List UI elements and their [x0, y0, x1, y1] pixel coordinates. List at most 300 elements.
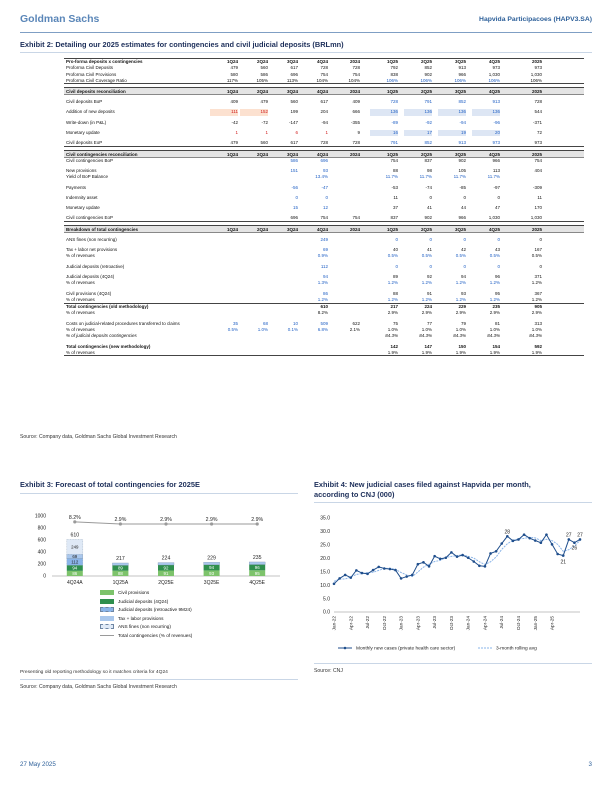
table-cell: 754 [320, 71, 328, 77]
table-cell: 2Q25 [420, 59, 432, 64]
total-pct-label: 2.9% [205, 517, 218, 523]
table-cell: 4Q24 [316, 59, 328, 64]
table-cell: -371 [532, 119, 542, 125]
table-cell: 838 [390, 71, 398, 77]
row-label: Addition of new deposits [66, 109, 115, 115]
table-cell: 913 [492, 99, 500, 105]
bar-value-label: 89 [117, 565, 123, 571]
x-tick-label: Oct-22 [381, 616, 387, 631]
monthly-cases-point [405, 575, 408, 578]
table-cell: 2Q24 [256, 59, 268, 64]
table-cell: 1Q24 [226, 89, 238, 95]
table-cell: 902 [458, 157, 466, 163]
table-cell: 20 [472, 130, 500, 136]
legend-item [100, 607, 192, 612]
monthly-cases-point [400, 577, 403, 580]
table-section [64, 150, 584, 222]
y-tick-label: 5.0 [323, 596, 330, 603]
bar-value-label: 88 [117, 570, 123, 576]
table-section [64, 58, 584, 84]
monthly-cases-point [545, 533, 548, 536]
table-cell: 837 [424, 157, 432, 163]
y-tick-label: 30.0 [320, 529, 330, 536]
table-cell: 4Q25 [488, 226, 500, 232]
table-cell: 9 [357, 130, 360, 136]
exhibit4-title-line1: Exhibit 4: New judicial cases filed against Hapvida per month, [314, 480, 531, 489]
table-cell: 170 [534, 205, 542, 211]
table-cell: -47 [321, 184, 328, 190]
table-cell: 89 [392, 273, 398, 279]
table-cell: 1Q25 [386, 59, 398, 64]
table-cell: 0.5% [489, 253, 500, 259]
table-row [64, 297, 584, 303]
row-label: Total contingencies (new methodology) [66, 343, 151, 349]
monthly-cases-point [528, 537, 531, 540]
table-cell: 44 [460, 205, 466, 211]
footer-date: 27 May 2025 [20, 761, 56, 768]
table-cell: 75 [392, 320, 398, 326]
monthly-cases-point [512, 540, 515, 543]
y-tick-label: 25.0 [320, 542, 330, 549]
table-cell: 43 [494, 247, 500, 253]
monthly-cases-point [377, 566, 380, 569]
table-cell: 1.2% [317, 296, 328, 302]
table-cell: 3Q25 [454, 226, 466, 232]
table-cell: 1Q24 [226, 226, 238, 232]
y-tick-label: 400 [37, 549, 46, 556]
table-cell: 235 [492, 304, 500, 310]
table-row [64, 151, 584, 158]
table-cell: 0 [497, 263, 500, 269]
table-cell: 1.2% [531, 280, 542, 286]
table-cell: 37 [392, 205, 398, 211]
table-cell: -94 [321, 119, 328, 125]
row-label: Monetary update [66, 205, 100, 211]
total-pct-label: 2.9% [114, 517, 127, 523]
legend-label-monthly: Monthly new cases (private health care sector) [356, 646, 456, 652]
bar-segment [112, 563, 128, 565]
table-cell: 84.3% [487, 333, 500, 339]
table-cell: 791 [424, 99, 432, 105]
table-cell: 1,030 [488, 71, 500, 77]
table-cell: 17 [404, 130, 432, 136]
table-cell: 1.9% [387, 349, 398, 355]
y-tick-label: 0.0 [323, 609, 330, 616]
y-tick-label: 35.0 [320, 515, 330, 522]
monthly-cases-point [445, 556, 448, 559]
table-cell: 104% [316, 77, 328, 83]
table-cell: 0 [325, 194, 328, 200]
table-cell: 2025 [531, 89, 542, 95]
table-cell: 47 [494, 205, 500, 211]
table-cell: 852 [458, 99, 466, 105]
monthly-cases-point [461, 554, 464, 557]
table-cell: 560 [260, 140, 268, 146]
table-cell: 728 [352, 65, 360, 71]
table-cell: 479 [230, 140, 238, 146]
table-cell: 1.9% [455, 349, 466, 355]
monthly-cases-point [411, 574, 414, 577]
table-cell: 1.2% [531, 296, 542, 302]
table-cell: 106% [454, 77, 466, 83]
bar-value-label: 93 [209, 570, 215, 576]
exhibit4-source: Source: CNJ [314, 668, 343, 674]
x-tick-label: Jan-23 [398, 616, 404, 631]
bar-value-label: 249 [71, 544, 79, 550]
table-cell: 2.1% [349, 327, 360, 333]
table-cell: 0 [429, 236, 432, 242]
table-cell: 973 [534, 140, 542, 146]
row-label: Total contingencies (old methodology) [66, 304, 149, 310]
row-label: Payments [66, 184, 87, 190]
table-cell: 1 [325, 130, 328, 136]
table-cell: 913 [458, 140, 466, 146]
table-cell: 367 [534, 290, 542, 296]
table-cell: 11.7% [419, 174, 432, 180]
row-label: % of revenues [66, 349, 95, 355]
monthly-cases-point [540, 541, 543, 544]
row-label: New provisions [66, 167, 97, 173]
total-pct-label: 2.9% [160, 517, 172, 523]
table-cell: 0 [429, 194, 432, 200]
table-cell: 12 [322, 205, 328, 211]
row-label: % of revenues [66, 310, 95, 316]
table-cell: -53 [391, 184, 398, 190]
row-label: % of revenues [66, 253, 95, 259]
row-label: Civil deposits reconciliation [66, 89, 126, 95]
table-cell: -74 [425, 184, 432, 190]
monthly-cases-point [551, 543, 554, 546]
table-cell: 973 [534, 65, 542, 71]
table-cell: 117% [226, 77, 238, 83]
table-cell: 15 [292, 205, 298, 211]
bar-segment [204, 562, 220, 565]
table-cell: 19 [438, 130, 466, 136]
brand-name: Goldman Sachs [20, 13, 100, 25]
table-cell: 1.9% [489, 349, 500, 355]
table-cell: 0 [463, 236, 466, 242]
table-cell: 2.9% [421, 310, 432, 316]
monthly-cases-point [489, 552, 492, 555]
table-cell: 11.7% [385, 174, 398, 180]
monthly-cases-point [495, 550, 498, 553]
table-cell: 41 [426, 205, 432, 211]
monthly-cases-point [383, 567, 386, 570]
monthly-cases-point [500, 542, 503, 545]
row-label: Civil deposits EoP [66, 140, 103, 146]
total-pct-label: 8.2% [68, 514, 81, 521]
table-cell: 136 [438, 109, 466, 115]
table-cell: 973 [492, 140, 500, 146]
table-cell: 1Q25 [386, 226, 398, 232]
table-cell: 84.3% [453, 333, 466, 339]
table-cell: 0 [497, 194, 500, 200]
table-cell: 1.2% [489, 296, 500, 302]
row-label: Write-down (in P&L) [66, 119, 107, 125]
table-cell: 40 [392, 247, 398, 253]
table-cell: 479 [230, 65, 238, 71]
legend-label: Judicial deposits (4Q24) [118, 598, 169, 604]
table-cell: 696 [290, 71, 298, 77]
legend-item [100, 616, 163, 621]
table-cell: 973 [492, 65, 500, 71]
table-cell: 0 [539, 263, 542, 269]
x-tick-label: Jan-24 [465, 616, 471, 631]
table-cell: 1.2% [421, 280, 432, 286]
table-cell: 560 [290, 99, 298, 105]
total-pct-label: 2.9% [251, 517, 264, 523]
table-cell: 86 [322, 290, 328, 296]
table-cell: 509 [320, 320, 328, 326]
monthly-cases-point [366, 573, 369, 576]
legend-label-rolling: 3-month rolling avg [496, 646, 537, 652]
monthly-cases-point [506, 535, 509, 538]
table-cell: 0 [497, 236, 500, 242]
monthly-cases-point [417, 563, 420, 566]
table-cell: 41 [426, 247, 432, 253]
y-tick-label: 20.0 [320, 555, 330, 562]
table-cell: -96 [493, 119, 500, 125]
exhibit3-title: Exhibit 3: Forecast of total contingencies for 2025E [20, 480, 200, 489]
table-cell: 81 [494, 320, 500, 326]
data-label: 27 [577, 532, 583, 539]
table-cell: 1.2% [387, 296, 398, 302]
table-cell: 4Q24 [316, 89, 328, 95]
exhibit3-source: Source: Company data, Goldman Sachs Global Investment Research [20, 684, 177, 690]
table-cell: 84.3% [419, 333, 432, 339]
monthly-cases-point [484, 565, 487, 568]
table-cell: 586 [260, 71, 268, 77]
table-cell: 1.2% [455, 280, 466, 286]
table-cell: 111 [210, 109, 238, 115]
table-cell: 728 [320, 65, 328, 71]
row-label: % of revenues [66, 327, 95, 333]
table-cell: 84.3% [385, 333, 398, 339]
table-cell: -97 [493, 184, 500, 190]
table-cell: 1.0% [257, 327, 268, 333]
table-cell: 409 [230, 99, 238, 105]
monthly-cases-point [573, 541, 576, 544]
bar-total-label: 235 [252, 554, 262, 561]
table-cell: 199 [290, 109, 298, 115]
monthly-cases-point [534, 539, 537, 542]
table-cell: 754 [352, 215, 360, 221]
row-label: Civil deposits BoP [66, 99, 103, 105]
monthly-cases-line [334, 535, 580, 584]
table-section [64, 225, 584, 356]
y-tick-label: 200 [37, 561, 46, 568]
table-cell: 3Q24 [286, 59, 298, 64]
table-cell: 1 [235, 130, 238, 136]
table-cell: 91 [426, 290, 432, 296]
table-cell: 580 [230, 71, 238, 77]
footer-page: 3 [588, 761, 592, 768]
row-label: Civil contingencies reconciliation [66, 151, 138, 157]
legend-label: Tax + labor provisions [118, 615, 164, 621]
table-cell: 93 [460, 290, 466, 296]
table-cell: -42 [231, 119, 238, 125]
table-cell: 113% [286, 77, 298, 83]
table-cell: 728 [390, 99, 398, 105]
table-cell: 204 [320, 109, 328, 115]
table-cell: 728 [534, 99, 542, 105]
table-cell: 72 [536, 130, 542, 136]
table-cell: 6.8% [317, 327, 328, 333]
table-cell: 1Q25 [386, 151, 398, 157]
table-cell: 728 [320, 140, 328, 146]
table-cell: 2024 [349, 59, 360, 64]
monthly-cases-point [478, 565, 481, 568]
table-cell: 104% [348, 77, 360, 83]
table-cell: 0.5% [387, 253, 398, 259]
monthly-cases-point [523, 533, 526, 536]
table-cell: 371 [534, 273, 542, 279]
table-cell: 1Q24 [226, 151, 238, 157]
legend-item [100, 599, 168, 604]
table-cell: 136 [404, 109, 432, 115]
table-row [64, 350, 584, 356]
table-cell: 152 [240, 109, 268, 115]
table-cell: -94 [459, 119, 466, 125]
table-cell: 3Q24 [286, 226, 298, 232]
table-cell: 42 [460, 247, 466, 253]
table-cell: 0 [463, 263, 466, 269]
row-label: % of judicial deposits contingencies [66, 333, 137, 339]
bar-value-label: 92 [163, 565, 169, 571]
table-cell: 1.0% [387, 327, 398, 333]
table-cell: 106% [530, 77, 542, 83]
row-label: ANS fines (non recurring) [66, 236, 117, 242]
table-cell: 586 [290, 157, 298, 163]
x-tick-label: Oct-24 [516, 616, 521, 631]
table-cell: 13.4% [315, 174, 328, 180]
monthly-cases-point [472, 560, 475, 563]
x-tick-label: Oct-23 [448, 616, 454, 631]
legend-label: ANS fines (non recurring) [118, 624, 171, 629]
table-cell: -56 [291, 184, 298, 190]
table-row [64, 88, 584, 95]
y-tick-label: 15.0 [320, 569, 330, 576]
x-tick-label: Jan-22 [331, 616, 337, 631]
table-cell: 1,030 [530, 71, 542, 77]
table-cell: 837 [390, 215, 398, 221]
table-cell: 6 [295, 130, 298, 136]
table-cell: 4Q25 [488, 151, 500, 157]
table-cell: 105% [256, 77, 268, 83]
exhibit3-legend [100, 590, 300, 660]
monthly-cases-point [556, 553, 559, 556]
monthly-cases-point [517, 538, 520, 541]
table-cell: 0.5% [227, 327, 238, 333]
table-cell: 1.3% [317, 280, 328, 286]
table-cell: 852 [424, 140, 432, 146]
table-cell: 1.0% [531, 327, 542, 333]
table-cell: 3Q25 [454, 151, 466, 157]
table-cell: 1,030 [488, 215, 500, 221]
monthly-cases-point [433, 555, 436, 558]
bar-value-label: 91 [163, 570, 169, 576]
table-cell: 106% [386, 77, 398, 83]
table-cell: 617 [290, 65, 298, 71]
table-cell: 224 [424, 304, 432, 310]
table-cell: 913 [458, 65, 466, 71]
legend-item [100, 633, 192, 638]
table-cell: 1.0% [455, 327, 466, 333]
row-label: Judicial deposits (retroactive) [66, 263, 125, 269]
legend-swatch [100, 590, 114, 595]
table-cell: 0.5% [455, 253, 466, 259]
bar-total-label: 217 [116, 555, 125, 562]
table-cell: 2.9% [531, 310, 542, 316]
table-cell: 10 [292, 320, 298, 326]
table-cell: 902 [424, 71, 432, 77]
table-cell: 35 [232, 320, 238, 326]
table-cell: 136 [472, 109, 500, 115]
table-cell: 696 [320, 157, 328, 163]
row-label: % of revenues [66, 296, 95, 302]
table-cell: 560 [260, 65, 268, 71]
table-cell: 217 [390, 304, 398, 310]
row-label: Proforma Civil Coverage Ratio [66, 77, 127, 83]
table-cell: -85 [459, 184, 466, 190]
exhibit4-chart [314, 508, 594, 658]
table-row [64, 140, 584, 146]
table-cell: 3Q25 [454, 89, 466, 95]
y-tick-label: 0 [43, 573, 46, 580]
bar-value-label: 94 [72, 565, 78, 571]
legend-swatch [100, 599, 114, 604]
table-cell: 77 [426, 320, 432, 326]
table-cell: 96 [494, 273, 500, 279]
y-tick-label: 600 [37, 537, 46, 544]
bar-value-label: 95 [254, 570, 260, 576]
table-cell: 792 [390, 65, 398, 71]
table-cell: 136 [370, 109, 398, 115]
table-cell: 154 [492, 343, 500, 349]
bar-total-label: 229 [207, 555, 216, 562]
row-label: Tax + labor net provisions [66, 247, 118, 253]
table-cell: -147 [288, 119, 298, 125]
table-cell: 79 [460, 320, 466, 326]
monthly-cases-point [389, 568, 392, 571]
data-label: 21 [560, 559, 567, 566]
table-cell: 88 [392, 167, 398, 173]
table-cell: 142 [390, 343, 398, 349]
table-cell: 2.9% [387, 310, 398, 316]
table-cell: 2024 [349, 226, 360, 232]
table-cell: 0.9% [317, 253, 328, 259]
legend-swatch [100, 624, 114, 629]
table-cell: 147 [424, 343, 432, 349]
table-cell: 2Q24 [256, 151, 268, 157]
monthly-cases-point [467, 556, 470, 559]
table-cell: 754 [534, 157, 542, 163]
table-cell: 1.0% [489, 327, 500, 333]
table-cell: 666 [352, 109, 360, 115]
table-cell: 610 [320, 304, 328, 310]
table-cell: 592 [534, 343, 542, 349]
table-cell: 1.2% [387, 280, 398, 286]
x-tick-label: Jul-22 [365, 616, 371, 629]
table-cell: 4Q24 [316, 151, 328, 157]
table-cell: 2024 [349, 89, 360, 95]
rolling-avg-line [334, 537, 580, 581]
bar-value-label: 94 [209, 565, 215, 571]
x-tick-label: 2Q25E [158, 580, 174, 586]
table-cell: 1.9% [531, 349, 542, 355]
monthly-cases-point [450, 551, 453, 554]
monthly-cases-point [394, 569, 397, 572]
